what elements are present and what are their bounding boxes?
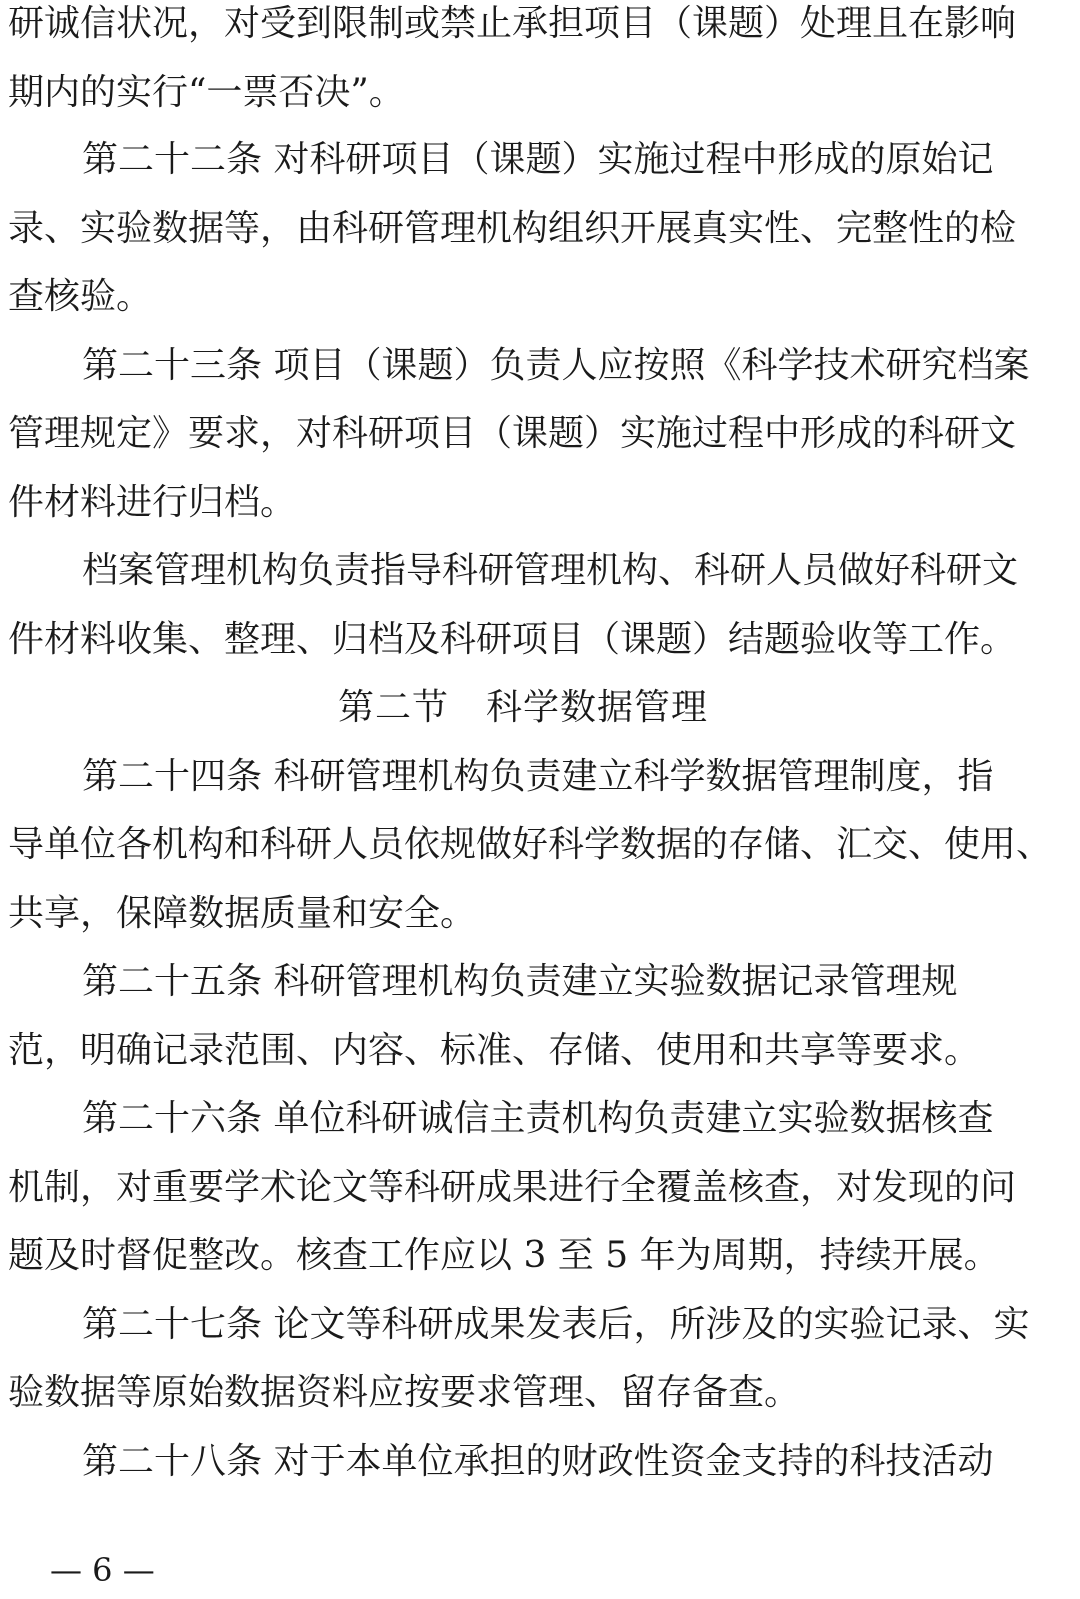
page-number: — 6 — — [50, 1551, 155, 1589]
article-27: 第二十七条 论文等科研成果发表后，所涉及的实验记录、实 — [82, 1304, 1030, 1345]
text-line: 件材料进行归档。 — [8, 482, 297, 523]
article-26: 第二十六条 单位科研诚信主责机构负责建立实验数据核查 — [82, 1098, 994, 1139]
text-line: 查核验。 — [8, 276, 153, 317]
article-22: 第二十二条 对科研项目（课题）实施过程中形成的原始记 — [82, 139, 994, 180]
text-line: 件材料收集、整理、归档及科研项目（课题）结题验收等工作。 — [8, 619, 1017, 660]
text-line: 研诚信状况，对受到限制或禁止承担项目（课题）处理且在影响 — [8, 3, 1017, 44]
article-25: 第二十五条 科研管理机构负责建立实验数据记录管理规 — [82, 961, 958, 1002]
text-line: 范，明确记录范围、内容、标准、存储、使用和共享等要求。 — [8, 1030, 981, 1071]
text-line: 导单位各机构和科研人员依规做好科学数据的存储、汇交、使用、 — [8, 824, 1053, 865]
text-line: 管理规定》要求，对科研项目（课题）实施过程中形成的科研文 — [8, 413, 1017, 454]
article-24: 第二十四条 科研管理机构负责建立科学数据管理制度，指 — [82, 756, 994, 797]
text-line: 共享，保障数据质量和安全。 — [8, 893, 477, 934]
article-23: 第二十三条 项目（课题）负责人应按照《科学技术研究档案 — [82, 345, 1030, 386]
section-heading: 第二节 科学数据管理 — [338, 687, 709, 728]
text-line: 期内的实行“一票否决”。 — [8, 72, 405, 113]
paragraph: 档案管理机构负责指导科研管理机构、科研人员做好科研文 — [82, 550, 1019, 591]
text-line: 录、实验数据等，由科研管理机构组织开展真实性、完整性的检 — [8, 208, 1017, 249]
text-line: 机制，对重要学术论文等科研成果进行全覆盖核查，对发现的问 — [8, 1167, 1017, 1208]
text-line: 验数据等原始数据资料应按要求管理、留存备查。 — [8, 1372, 801, 1413]
article-28: 第二十八条 对于本单位承担的财政性资金支持的科技活动 — [82, 1441, 994, 1482]
text-line: 题及时督促整改。核查工作应以 3 至 5 年为周期，持续开展。 — [8, 1235, 1000, 1276]
